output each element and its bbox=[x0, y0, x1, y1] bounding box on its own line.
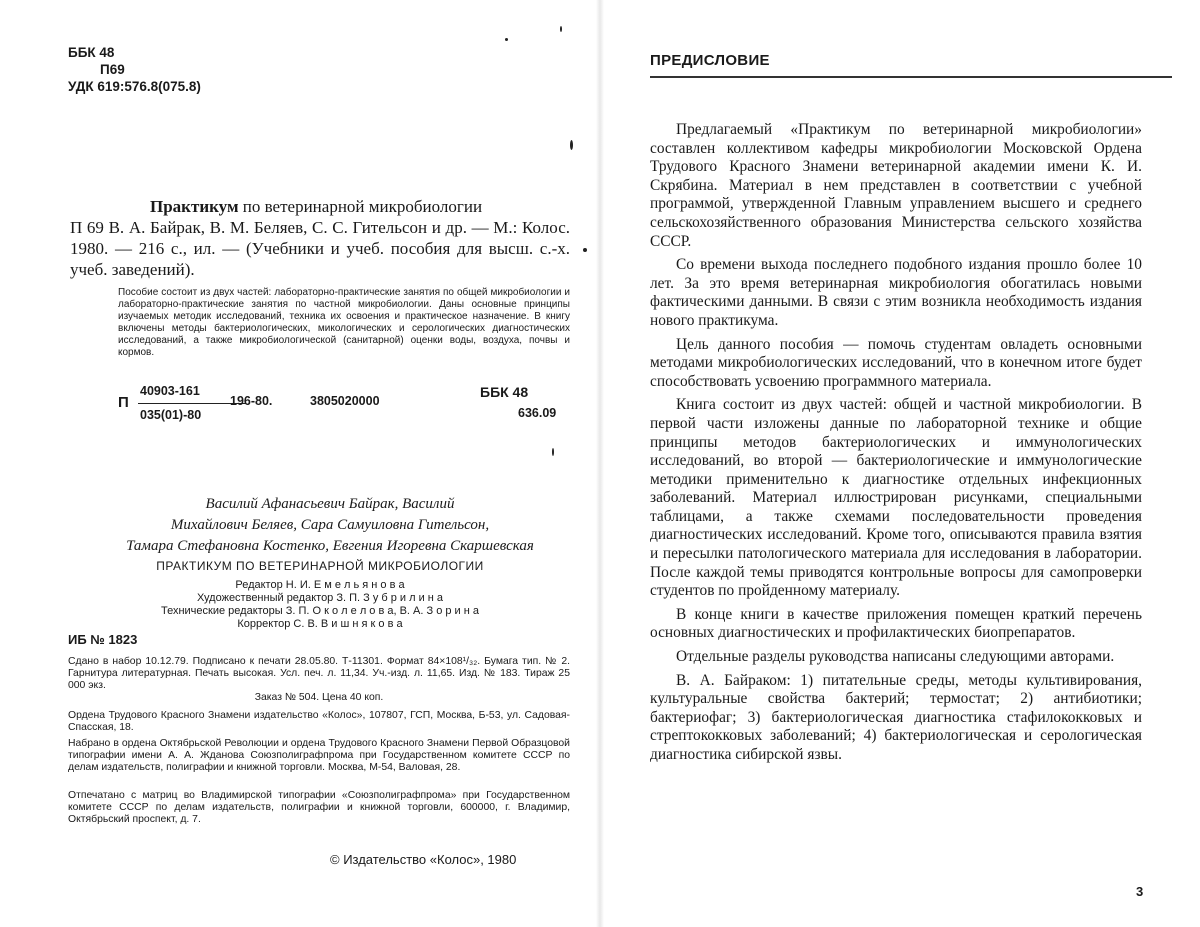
scan-speck bbox=[505, 38, 508, 41]
credit-line: Корректор С. В. В и ш н я к о в а bbox=[237, 618, 403, 630]
authors-line: Михайлович Беляев, Сара Самуиловна Гительсон, bbox=[170, 517, 490, 533]
ib-number: ИБ № 1823 bbox=[68, 632, 138, 647]
authors-line: Тамара Стефановна Костенко, Евгения Игоревна Скаршевская bbox=[126, 538, 534, 554]
scan-speck bbox=[583, 248, 587, 252]
preface-paragraph: Отдельные разделы руководства написаны следующими авторами. bbox=[676, 648, 1115, 666]
author-sign: П69 bbox=[100, 62, 125, 77]
publisher-address: Ордена Трудового Красного Знамени издательство «Колос», 107807, ГСП, Москва, Б-53, ул. Садовая-Спасская, 18. bbox=[68, 710, 570, 734]
heading-rule bbox=[650, 76, 1172, 78]
authors-line: Василий Афанасьевич Байрак, Василий bbox=[205, 496, 455, 512]
preface-paragraph: Предлагаемый «Практикум по ветеринарной микробиологии» составлен коллективом кафедры микробиологии Московской Ордена Трудового Красного Знамени ветеринарной академии имени К. И. Скрябина. Материал в нем представлен в соответствии с учебной программой, утвержденной Главным управлением высшего и среднего сельскохозяйственного образования Министерства сельского хозяйства СССР. bbox=[650, 121, 1142, 250]
bibliographic-title-bold: Практикум bbox=[150, 197, 239, 216]
right-page-preface bbox=[600, 0, 1200, 927]
copyright-line: © Издательство «Колос», 1980 bbox=[330, 852, 517, 867]
index-isbn: 3805020000 bbox=[310, 394, 380, 408]
classification-codes bbox=[68, 44, 201, 95]
index-order: 196-80. bbox=[230, 394, 273, 408]
index-bbk-sub: 636.09 bbox=[518, 406, 557, 420]
preface-paragraph: В конце книги в качестве приложения помещен краткий перечень основных диагностических и профилактических биопрепаратов. bbox=[650, 605, 1142, 642]
bibliographic-text: В. А. Байрак, В. М. Беляев, С. С. Гительсон и др. — М.: Колос. 1980. — 216 с., ил. — (Учебники и учеб. пособия для высш. с.-х. учеб. заведений). bbox=[70, 218, 570, 279]
bibliographic-title-rest: по ветеринарной микробиологии bbox=[238, 197, 483, 216]
preface-body bbox=[650, 121, 1142, 770]
udk-code: УДК 619:576.8(075.8) bbox=[68, 79, 201, 94]
book-title: ПРАКТИКУМ ПО ВЕТЕРИНАРНОЙ МИКРОБИОЛОГИИ bbox=[156, 559, 484, 573]
typeset-info: Набрано в ордена Октябрьской Революции и ордена Трудового Красного Знамени Первой Образцовой типографии имени А. А. Жданова Союзполиграфпрома при Государственном комитете СССР по делам издательств, полиграфии и книжной торговли. Москва, М-54, Валовая, 28. bbox=[68, 738, 570, 774]
annotation-text: Пособие состоит из двух частей: лабораторно-практические занятия по общей микробиологии и лабораторно-практические занятия по частной микробиологии. Даны основные принципы изучаемых методик исследований, техника их освоения и практическое назначение. В книгу включены методы бактериологических, микологических и серологических диагностических исследований, а также микробиологической (санитарной) оценки воды, воздуха, почвы и кормов. bbox=[118, 287, 570, 358]
publication-indexes bbox=[118, 380, 578, 428]
preface-paragraph: Со времени выхода последнего подобного издания прошло более 10 лет. За это время ветеринарная микробиология обогатилась новыми фактическими данными. В связи с этим возникла необходимость издания нового практикума. bbox=[650, 256, 1142, 329]
scan-speck bbox=[570, 140, 573, 150]
printing-info: Отпечатано с матриц во Владимирской типографии «Союзполиграфпрома» при Государственном комитете СССР по делам издательств, полиграфии и книжной торговли, 600000, г. Владимир, Октябрьский проспект, д. 7. bbox=[68, 790, 570, 826]
credit-line: Редактор Н. И. Е м е л ь я н о в а bbox=[235, 579, 405, 591]
preface-heading: ПРЕДИСЛОВИЕ bbox=[650, 52, 770, 69]
bibliographic-entry bbox=[70, 196, 570, 280]
preface-paragraph: Книга состоит из двух частей: общей и частной микробиологии. В первой части изложены данные по лабораторной технике и общие принципы методов бактериологических и иммунологических исследований, во второй — бактериологические и иммунологические методики применительно к диагностике отдельных инфекционных заболеваний. Материал иллюстрирован рисунками, специальными таблицами, а также схемами последовательности проведения диагностических исследований. Кроме того, описываются правила взятия и пересылки патологического материала для исследования в лаборатории. После каждой темы приводятся контрольные вопросы для самопроверки студентов по пройденному материалу. bbox=[650, 396, 1142, 600]
credit-line: Технические редакторы З. П. О к о л е л о в а, В. А. З о р и н а bbox=[160, 605, 479, 617]
bbk-code: ББК 48 bbox=[68, 45, 115, 60]
imprint-print-details: Сдано в набор 10.12.79. Подписано к печати 28.05.80. Т-11301. Формат 84×108¹/₃₂. Бумага тип. № 2. Гарнитура литературная. Печать высокая. Усл. печ. л. 11,34. Уч.-изд. л. 11,65. Изд. № 183. Тираж 25 000 экз. bbox=[68, 656, 570, 692]
index-denominator: 035(01)-80 bbox=[140, 408, 202, 422]
preface-paragraph: Цель данного пособия — помочь студентам овладеть основными методами микробиологических исследований, что в конечном итоге будет способствовать усвоению программного материала. bbox=[650, 335, 1142, 390]
bibliographic-code: П 69 bbox=[70, 218, 104, 237]
index-bbk: ББК 48 bbox=[480, 384, 529, 400]
authors-block bbox=[60, 494, 600, 557]
scan-speck bbox=[552, 448, 554, 456]
editorial-credits bbox=[70, 560, 570, 631]
page-number: 3 bbox=[1136, 884, 1144, 899]
imprint-order: Заказ № 504. Цена 40 коп. bbox=[254, 692, 384, 703]
scan-speck bbox=[560, 26, 562, 32]
preface-paragraph: В. А. Байраком: 1) питательные среды, методы культивирования, культуральные свойства бактерий; термостат; 2) антибиотики; бактериофаг; 3) бактериологическая диагностика стафилококковых и стрептококковых заболеваний; 4) бактериологическая и серологическая диагностика сибирской язвы. bbox=[650, 671, 1142, 763]
index-letter: П bbox=[118, 394, 129, 411]
credit-line: Художественный редактор З. П. З у б р и л и н а bbox=[196, 592, 444, 604]
index-numerator: 40903-161 bbox=[140, 384, 200, 398]
